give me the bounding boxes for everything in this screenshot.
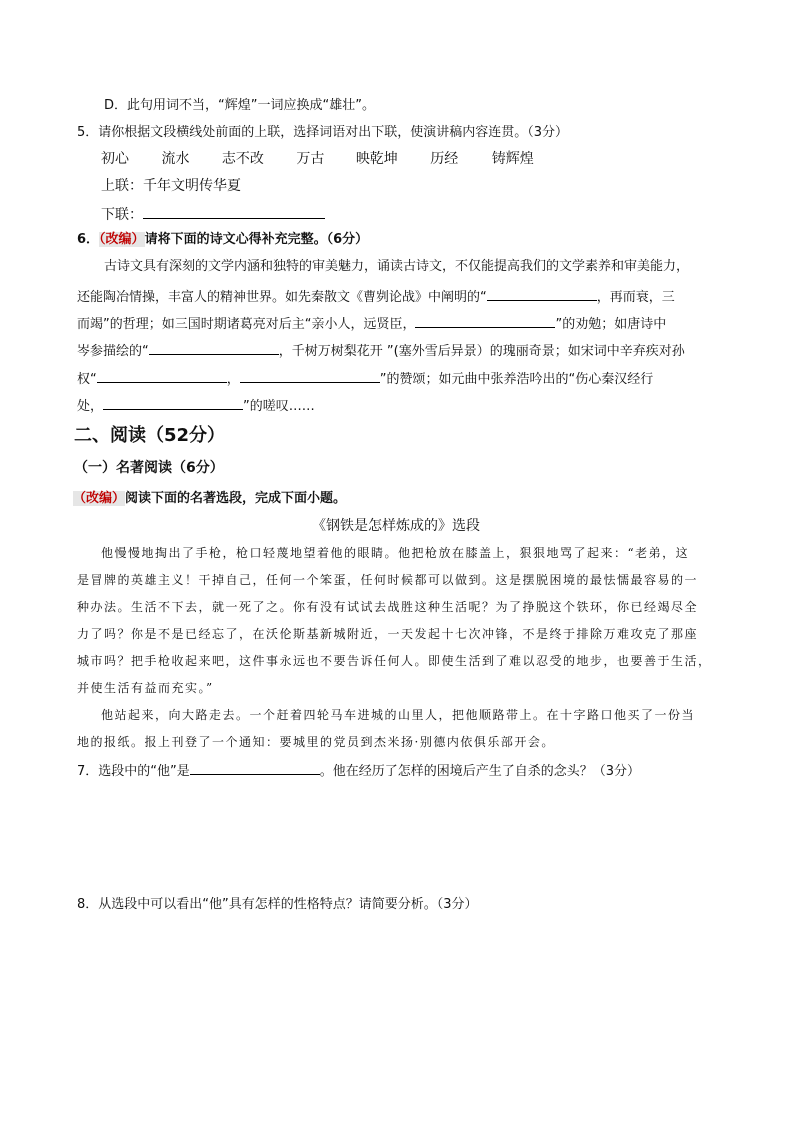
excerpt-p2-line: 他站起来，向大路走去。一个赶着四轮马车进城的山里人，把他顺路带上。在十字路口他买了一份当 bbox=[101, 708, 696, 722]
q7 bbox=[77, 760, 640, 781]
excerpt-p1-line: 城市吗？把手枪收起来吧，这件事永远也不要告诉任何人。即使生活到了难以忍受的地步，也要善于生活， bbox=[77, 654, 712, 668]
q6-prompt: 请将下面的诗文心得补充完整。（6分） bbox=[144, 232, 369, 247]
intro-text: 阅读下面的名著选段，完成下面小题。 bbox=[125, 491, 347, 506]
q6-text: ”的嗟叹…… bbox=[243, 399, 315, 414]
q6-text: ，再而衰，三 bbox=[596, 290, 675, 305]
q6-blank-4[interactable] bbox=[97, 368, 227, 383]
q6-blank-2[interactable] bbox=[415, 313, 555, 328]
q6-blank-1[interactable] bbox=[487, 286, 597, 301]
subsection-1-title: （一）名著阅读（6分） bbox=[74, 460, 224, 476]
excerpt-p1-line: 种办法。生活不下去，就一死了之。你有没有试试去战胜这种生活呢？为了挣脱这个铁环，你已经竭尽全 bbox=[77, 600, 699, 614]
q6-line-6 bbox=[77, 395, 315, 416]
q6-text: 处， bbox=[77, 399, 104, 414]
excerpt-p1-line: 并使生活有益而充实。” bbox=[77, 681, 214, 695]
q4-option-d: D．此句用词不当，“辉煌”一词应换成“雄壮”。 bbox=[104, 98, 375, 113]
excerpt-p2-line: 地的报纸。报上刊登了一个通知：要城里的党员到杰米扬·别德内依俱乐部开会。 bbox=[77, 735, 555, 749]
q5-lower-label: 下联： bbox=[101, 207, 143, 223]
q5-word: 映乾坤 bbox=[355, 151, 398, 167]
q6-line-3 bbox=[77, 313, 666, 334]
section-2-intro bbox=[73, 490, 346, 508]
q5-word: 万古 bbox=[296, 151, 325, 167]
excerpt-title: 《钢铁是怎样炼成的》选段 bbox=[312, 518, 480, 534]
q6-text: ”的赞颂；如元曲中张养浩吟出的“伤心秦汉经行 bbox=[379, 372, 654, 387]
q5-word: 初心 bbox=[101, 151, 129, 167]
q6-line-4 bbox=[77, 340, 685, 361]
q5-lower-couplet bbox=[101, 204, 325, 224]
q6-text: ”的劝勉；如唐诗中 bbox=[555, 317, 667, 332]
q6-text: ， bbox=[226, 372, 240, 387]
section-2-title: 二、阅读（52分） bbox=[74, 425, 226, 446]
q6-line-2 bbox=[77, 286, 675, 307]
q6-blank-6[interactable] bbox=[103, 395, 243, 410]
q5-word: 历经 bbox=[430, 151, 459, 167]
q5-lower-blank[interactable] bbox=[143, 204, 325, 219]
adapted-tag: （改编） bbox=[73, 491, 126, 506]
q6-text: 权“ bbox=[77, 372, 97, 387]
q6-header bbox=[77, 231, 368, 249]
q6-blank-3[interactable] bbox=[149, 340, 279, 355]
q6-text: 而竭”的哲理；如三国时期诸葛亮对后主“亲小人，远贤臣， bbox=[77, 317, 416, 332]
q5-word: 志不改 bbox=[221, 151, 264, 167]
q5-prompt: 5．请你根据文段横线处前面的上联，选择词语对出下联，使演讲稿内容连贯。（3分） bbox=[77, 125, 569, 140]
q6-text: 还能陶冶情操，丰富人的精神世界。如先秦散文《曹刿论战》中阐明的“ bbox=[77, 290, 487, 305]
excerpt-p1-line: 他慢慢地掏出了手枪，枪口轻蔑地望着他的眼睛。他把枪放在膝盖上，狠狠地骂了起来：“老弟，这 bbox=[101, 546, 690, 560]
q6-number: 6． bbox=[77, 232, 100, 247]
q7-text: 。他在经历了怎样的困境后产生了自杀的念头？（3分） bbox=[319, 764, 641, 779]
excerpt-p1-line: 力了吗？你是不是已经忘了，在沃伦斯基新城附近，一天发起十七次冲锋，不是终于排除万难攻克了那座 bbox=[77, 627, 699, 641]
q6-text: ，千树万树梨花开 ”(塞外雪后异景）的瑰丽奇景；如宋词中辛弃疾对孙 bbox=[278, 344, 685, 359]
q6-text: 岑参描绘的“ bbox=[77, 344, 149, 359]
q6-blank-5[interactable] bbox=[240, 368, 380, 383]
q6-adapted-tag: （改编） bbox=[99, 232, 145, 247]
excerpt-p1-line: 是冒牌的英雄主义！干掉自己，任何一个笨蛋，任何时候都可以做到。这是摆脱困境的最怯懦最容易的一 bbox=[77, 573, 699, 587]
q8: 8．从选段中可以看出“他”具有怎样的性格特点？请简要分析。（3分） bbox=[77, 897, 478, 912]
q5-upper-couplet: 上联：千年文明传华夏 bbox=[101, 178, 241, 194]
q6-line-5 bbox=[77, 368, 653, 389]
q7-blank[interactable] bbox=[190, 760, 320, 775]
q5-word-list bbox=[101, 150, 534, 168]
q5-word: 铸辉煌 bbox=[491, 151, 534, 167]
q6-line-1: 古诗文具有深刻的文学内涵和独特的审美魅力，诵读古诗文，不仅能提高我们的文学素养和审美能力， bbox=[104, 259, 690, 274]
q5-word: 流水 bbox=[161, 151, 190, 167]
q7-text: 7．选段中的“他”是 bbox=[77, 764, 190, 779]
